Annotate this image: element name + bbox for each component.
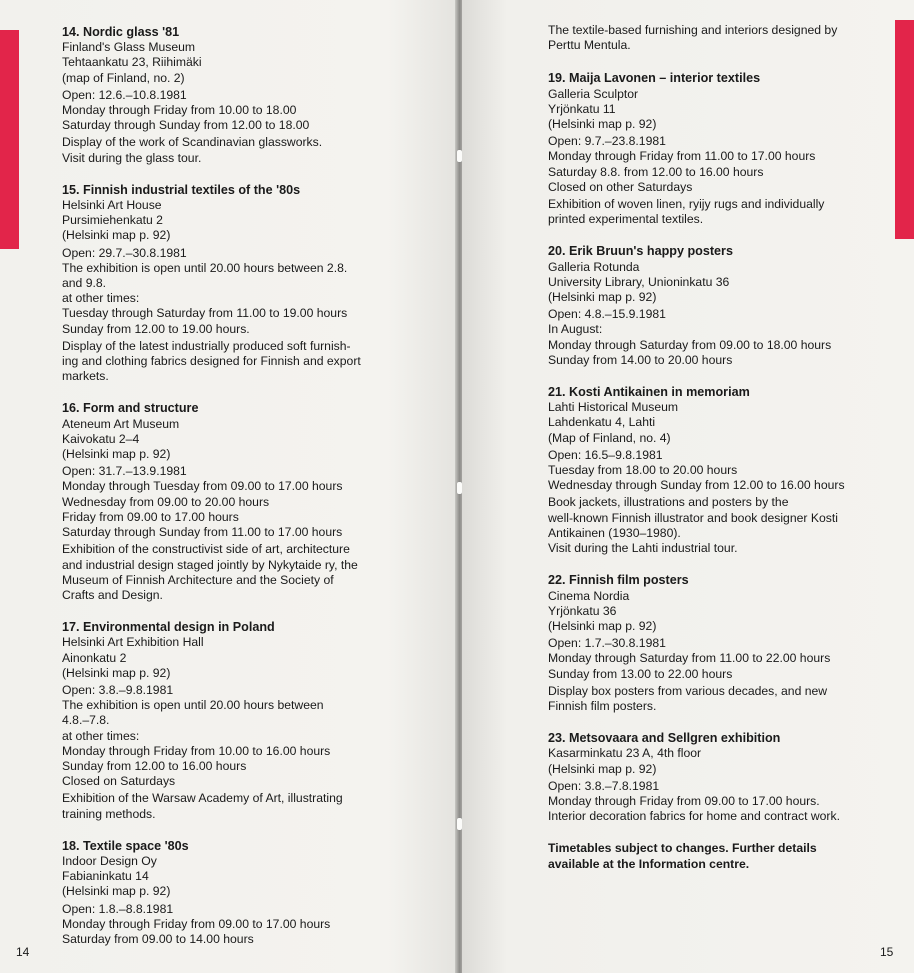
venue-info: [548, 400, 868, 446]
hours-line: Sunday from 13.00 to 22.00 hours: [548, 666, 733, 681]
description-line: Display box posters from various decades, and new: [548, 683, 828, 698]
hours-line: Tuesday through Saturday from 11.00 to 19.00 hours: [62, 306, 348, 321]
hours-line: and 9.8.: [62, 276, 107, 291]
hours-line: The exhibition is open until 20.00 hours between: [62, 698, 324, 713]
description-line: and industrial design staged jointly by Nykytaide ry, the: [62, 557, 358, 572]
exhibition-entry: [548, 385, 868, 556]
venue-line: Galleria Rotunda: [548, 259, 640, 274]
entry-title: 19. Maija Lavonen – interior textiles: [548, 71, 761, 86]
footer-line: available at the Information centre.: [548, 856, 750, 871]
left-red-tab: [0, 30, 19, 249]
hours-line: Sunday from 12.00 to 16.00 hours: [62, 758, 247, 773]
opening-hours: [548, 636, 868, 682]
description-line: markets.: [62, 369, 109, 384]
venue-line: (Helsinki map p. 92): [62, 447, 171, 462]
entry-description: [62, 339, 392, 385]
hours-line: Sunday from 12.00 to 19.00 hours.: [62, 321, 250, 336]
hours-line: Wednesday through Sunday from 12.00 to 16.00 hours: [548, 478, 845, 493]
intro-paragraph: [548, 23, 868, 53]
opening-hours: [62, 88, 392, 134]
venue-line: Kaivokatu 2–4: [62, 431, 140, 446]
hours-line: Saturday from 09.00 to 14.00 hours: [62, 931, 254, 946]
hours-line: The exhibition is open until 20.00 hours between 2.8.: [62, 260, 348, 275]
description-line: Visit during the glass tour.: [62, 150, 202, 165]
description-line: Book jackets, illustrations and posters by the: [548, 495, 789, 510]
venue-line: Galleria Sculptor: [548, 86, 639, 101]
description-line: ing and clothing fabrics designed for Finnish and export: [62, 354, 361, 369]
hours-line: Open: 16.5–9.8.1981: [548, 447, 663, 462]
hours-line: Tuesday from 18.00 to 20.00 hours: [548, 463, 738, 478]
venue-line: (map of Finland, no. 2): [62, 70, 185, 85]
page-number-left: 14: [16, 945, 30, 959]
venue-info: [548, 87, 868, 133]
hours-line: Open: 12.6.–10.8.1981: [62, 87, 187, 102]
hours-line: Open: 3.8.–7.8.1981: [548, 778, 660, 793]
venue-line: Kasarminkatu 23 A, 4th floor: [548, 746, 702, 761]
venue-line: Ainonkatu 2: [62, 650, 127, 665]
hours-line: Open: 31.7.–13.9.1981: [62, 464, 187, 479]
exhibition-entry: [548, 573, 868, 714]
description-line: Museum of Finnish Architecture and the Society of: [62, 572, 334, 587]
entry-title: 20. Erik Bruun's happy posters: [548, 244, 733, 259]
hours-line: Monday through Friday from 10.00 to 16.00 hours: [62, 743, 331, 758]
venue-line: Yrjönkatu 36: [548, 603, 617, 618]
exhibition-entry: [62, 620, 392, 822]
description-line: Crafts and Design.: [62, 587, 163, 602]
opening-hours: [548, 134, 868, 195]
hours-line: Monday through Tuesday from 09.00 to 17.00 hours: [62, 479, 343, 494]
description-line: Display of the latest industrially produced soft furnish-: [62, 338, 351, 353]
opening-hours: [62, 683, 392, 789]
venue-line: University Library, Unioninkatu 36: [548, 274, 730, 289]
exhibition-entry: [548, 71, 868, 227]
venue-info: [548, 746, 868, 776]
venue-line: Lahti Historical Museum: [548, 400, 679, 415]
exhibition-entry: [62, 839, 392, 947]
venue-line: Indoor Design Oy: [62, 853, 157, 868]
venue-info: [62, 854, 392, 900]
hours-line: In August:: [548, 322, 603, 337]
entry-title: 17. Environmental design in Poland: [62, 620, 275, 635]
venue-line: Tehtaankatu 23, Riihimäki: [62, 55, 202, 70]
venue-line: Helsinki Art Exhibition Hall: [62, 635, 204, 650]
description-line: Exhibition of woven linen, ryijy rugs and individually: [548, 197, 825, 212]
opening-hours: [548, 448, 868, 494]
hours-line: Monday through Friday from 10.00 to 18.00: [62, 103, 297, 118]
hours-line: Monday through Friday from 09.00 to 17.00 hours.: [548, 793, 820, 808]
hours-line: Saturday through Sunday from 12.00 to 18.00: [62, 118, 310, 133]
hours-line: Closed on Saturdays: [62, 774, 176, 789]
venue-line: Finland's Glass Museum: [62, 40, 196, 55]
entry-title: 18. Textile space '80s: [62, 838, 189, 853]
entry-title: 23. Metsovaara and Sellgren exhibition: [548, 731, 781, 746]
opening-hours: [548, 307, 868, 368]
hours-line: Monday through Saturday from 11.00 to 22.00 hours: [548, 651, 831, 666]
venue-line: Helsinki Art House: [62, 198, 162, 213]
venue-info: [62, 417, 392, 463]
hours-line: at other times:: [62, 728, 140, 743]
description-line: well-known Finnish illustrator and book designer Kosti: [548, 510, 838, 525]
hours-line: Monday through Friday from 11.00 to 17.00 hours: [548, 149, 816, 164]
hours-line: Friday from 09.00 to 17.00 hours: [62, 509, 239, 524]
opening-hours: [62, 464, 392, 540]
hours-line: Open: 1.7.–30.8.1981: [548, 636, 666, 651]
right-column: [548, 23, 868, 872]
hours-line: Open: 29.7.–30.8.1981: [62, 245, 187, 260]
hours-line: Sunday from 14.00 to 20.00 hours: [548, 352, 733, 367]
hours-line: Interior decoration fabrics for home and contract work.: [548, 809, 840, 824]
description-line: Exhibition of the constructivist side of art, architecture: [62, 542, 350, 557]
left-column: [62, 25, 392, 964]
entry-description: [62, 135, 392, 165]
hours-line: Open: 4.8.–15.9.1981: [548, 307, 666, 322]
venue-line: (Helsinki map p. 92): [62, 665, 171, 680]
entry-title: 14. Nordic glass '81: [62, 25, 180, 39]
exhibition-entry: [62, 183, 392, 385]
venue-line: (Helsinki map p. 92): [62, 228, 171, 243]
footer-note: [548, 841, 868, 871]
hours-line: Wednesday from 09.00 to 20.00 hours: [62, 494, 270, 509]
description-line: training methods.: [62, 806, 156, 821]
description-line: Visit during the Lahti industrial tour.: [548, 541, 738, 556]
hours-line: Open: 9.7.–23.8.1981: [548, 134, 666, 149]
opening-hours: [62, 246, 392, 337]
exhibition-entry: [62, 401, 392, 603]
venue-info: [548, 589, 868, 635]
venue-info: [548, 260, 868, 306]
venue-info: [62, 635, 392, 681]
entry-description: [548, 684, 868, 714]
description-line: Antikainen (1930–1980).: [548, 525, 681, 540]
description-line: Exhibition of the Warsaw Academy of Art, illustrating: [62, 791, 343, 806]
footer-line: Timetables subject to changes. Further details: [548, 841, 817, 856]
entry-description: [548, 495, 868, 556]
description-line: Finnish film posters.: [548, 698, 657, 713]
page-number-right: 15: [880, 945, 894, 959]
right-red-tab: [895, 20, 914, 239]
hours-line: at other times:: [62, 291, 140, 306]
description-line: Display of the work of Scandinavian glassworks.: [62, 135, 323, 150]
entry-description: [62, 542, 392, 603]
entry-title: 15. Finnish industrial textiles of the '80s: [62, 182, 301, 197]
venue-line: Ateneum Art Museum: [62, 416, 180, 431]
hours-line: Open: 3.8.–9.8.1981: [62, 682, 174, 697]
opening-hours: [62, 902, 392, 948]
venue-line: Lahdenkatu 4, Lahti: [548, 415, 656, 430]
venue-line: (Helsinki map p. 92): [548, 618, 657, 633]
entry-description: [548, 197, 868, 227]
hours-line: 4.8.–7.8.: [62, 713, 110, 728]
venue-line: (Map of Finland, no. 4): [548, 430, 671, 445]
venue-line: (Helsinki map p. 92): [548, 117, 657, 132]
hours-line: Saturday through Sunday from 11.00 to 17.00 hours: [62, 525, 343, 540]
entry-title: 16. Form and structure: [62, 401, 199, 416]
entry-description: [62, 791, 392, 821]
hours-line: Monday through Friday from 09.00 to 17.00 hours: [62, 916, 331, 931]
exhibition-entry: [548, 731, 868, 824]
hours-line: Saturday 8.8. from 12.00 to 16.00 hours: [548, 164, 764, 179]
venue-line: Fabianinkatu 14: [62, 869, 149, 884]
intro-line: Perttu Mentula.: [548, 38, 631, 53]
opening-hours: [548, 779, 868, 825]
venue-line: (Helsinki map p. 92): [548, 761, 657, 776]
venue-info: [62, 40, 392, 86]
exhibition-entry: [62, 25, 392, 166]
venue-line: Yrjönkatu 11: [548, 101, 616, 116]
venue-line: Pursimiehenkatu 2: [62, 213, 163, 228]
intro-line: The textile-based furnishing and interiors designed by: [548, 23, 838, 37]
venue-line: (Helsinki map p. 92): [62, 884, 171, 899]
entry-title: 21. Kosti Antikainen in memoriam: [548, 385, 750, 400]
venue-line: (Helsinki map p. 92): [548, 290, 657, 305]
exhibition-entry: [548, 244, 868, 368]
venue-info: [62, 198, 392, 244]
description-line: printed experimental textiles.: [548, 212, 704, 227]
entry-title: 22. Finnish film posters: [548, 573, 689, 588]
hours-line: Monday through Saturday from 09.00 to 18.00 hours: [548, 337, 832, 352]
hours-line: Closed on other Saturdays: [548, 179, 693, 194]
venue-line: Cinema Nordia: [548, 588, 630, 603]
hours-line: Open: 1.8.–8.8.1981: [62, 901, 174, 916]
